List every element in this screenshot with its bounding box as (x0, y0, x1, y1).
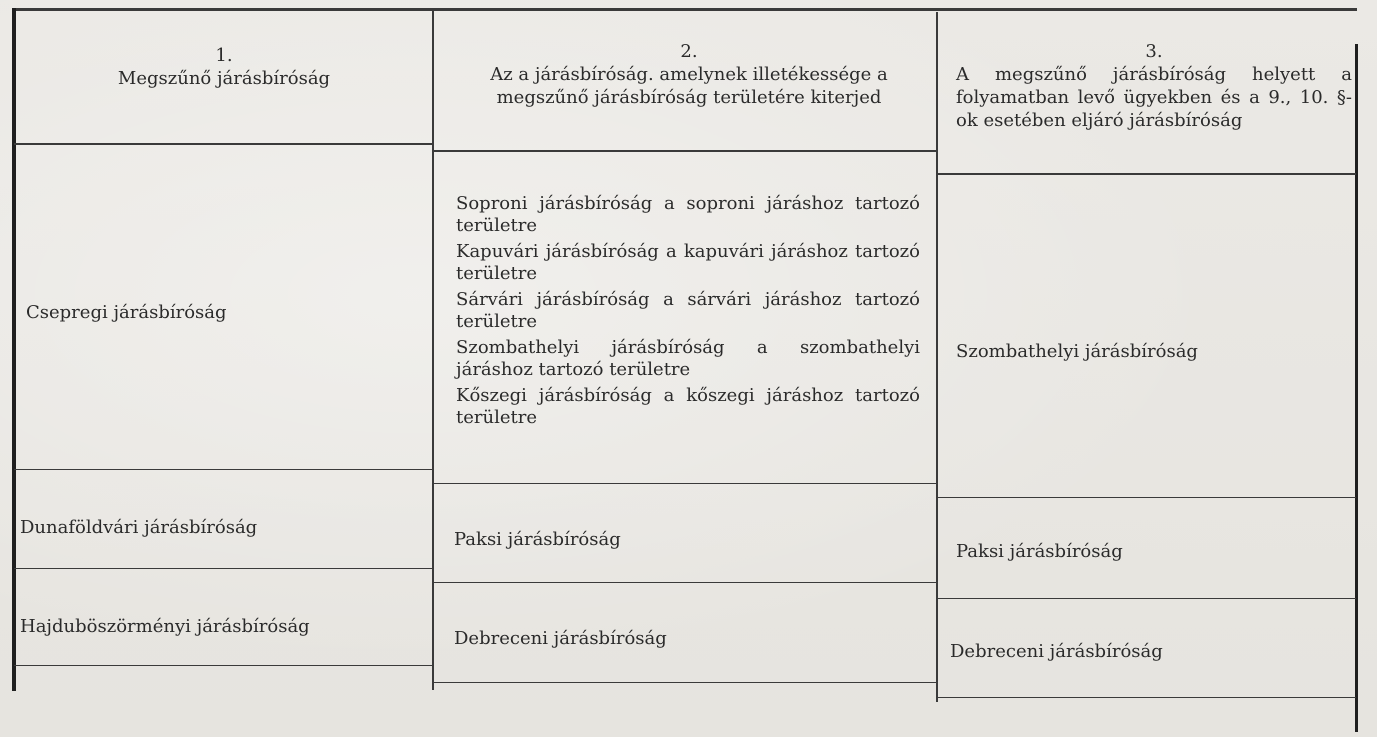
header-col3 (956, 40, 1352, 132)
header-col3-number: 3. (1145, 41, 1163, 62)
header-bottom-rule-col1 (14, 143, 434, 145)
header-col2 (452, 40, 926, 109)
row2-bottom-rule-col2 (434, 582, 937, 583)
row2-bottom-rule-col1 (14, 568, 434, 569)
row3-bottom-rule-col1 (14, 665, 434, 666)
header-bottom-rule-col3 (938, 173, 1356, 175)
row2-col2-court: Paksi járásbíróság (454, 529, 621, 550)
table-right-border (1355, 44, 1358, 732)
row2-col3-court: Paksi járásbíróság (956, 541, 1123, 562)
row3-col3-court: Debreceni járásbíróság (950, 641, 1163, 662)
row3-col1-court: Hajduböszörményi járásbíróság (20, 616, 310, 637)
header-bottom-rule-col2 (434, 150, 937, 152)
header-col1 (20, 44, 428, 90)
header-col1-number: 1. (215, 45, 233, 66)
row2-col1-court: Dunaföldvári járásbíróság (20, 517, 258, 538)
row1-col2-entry-3: Sárvári járásbíróság a sárvári járáshoz tartozó területre (456, 289, 920, 332)
table-top-border (12, 8, 1357, 11)
row1-col2-entry-4: Szombathelyi járásbíróság a szombathelyi járáshoz tartozó területre (456, 337, 920, 380)
column-divider-1 (432, 10, 434, 690)
row3-col2-court: Debreceni járásbíróság (454, 628, 667, 649)
header-col1-text: Megszűnő járásbíróság (117, 68, 331, 89)
row3-bottom-rule-col3 (938, 697, 1356, 698)
row1-col1-court: Csepregi járásbíróság (26, 302, 227, 323)
row1-bottom-rule-col1 (14, 469, 434, 470)
row1-bottom-rule-col3 (938, 497, 1356, 498)
row1-col2-entry-1: Soproni járásbíróság a soproni járáshoz tartozó területre (456, 193, 920, 236)
header-col2-text: Az a járásbíróság. amelynek illetékessége a megszűnő járásbíróság területére kiterjed (490, 64, 888, 108)
row2-bottom-rule-col3 (938, 598, 1356, 599)
row1-col2-entry-2: Kapuvári járásbíróság a kapuvári járáshoz tartozó területre (456, 241, 920, 284)
header-col3-text: A megszűnő járásbíróság helyett a folyamatban levő ügyekben és a 9., 10. §-ok esetében eljáró járásbíróság (956, 64, 1352, 131)
row1-col3-court: Szombathelyi járásbíróság (956, 341, 1198, 362)
header-col2-number: 2. (680, 41, 698, 62)
table-left-border (12, 8, 16, 691)
row1-col2-list (456, 193, 920, 429)
row1-col2-entry-5: Kőszegi járásbíróság a kőszegi járáshoz tartozó területre (456, 385, 920, 428)
row1-bottom-rule-col2 (434, 483, 937, 484)
row3-bottom-rule-col2 (434, 682, 937, 683)
